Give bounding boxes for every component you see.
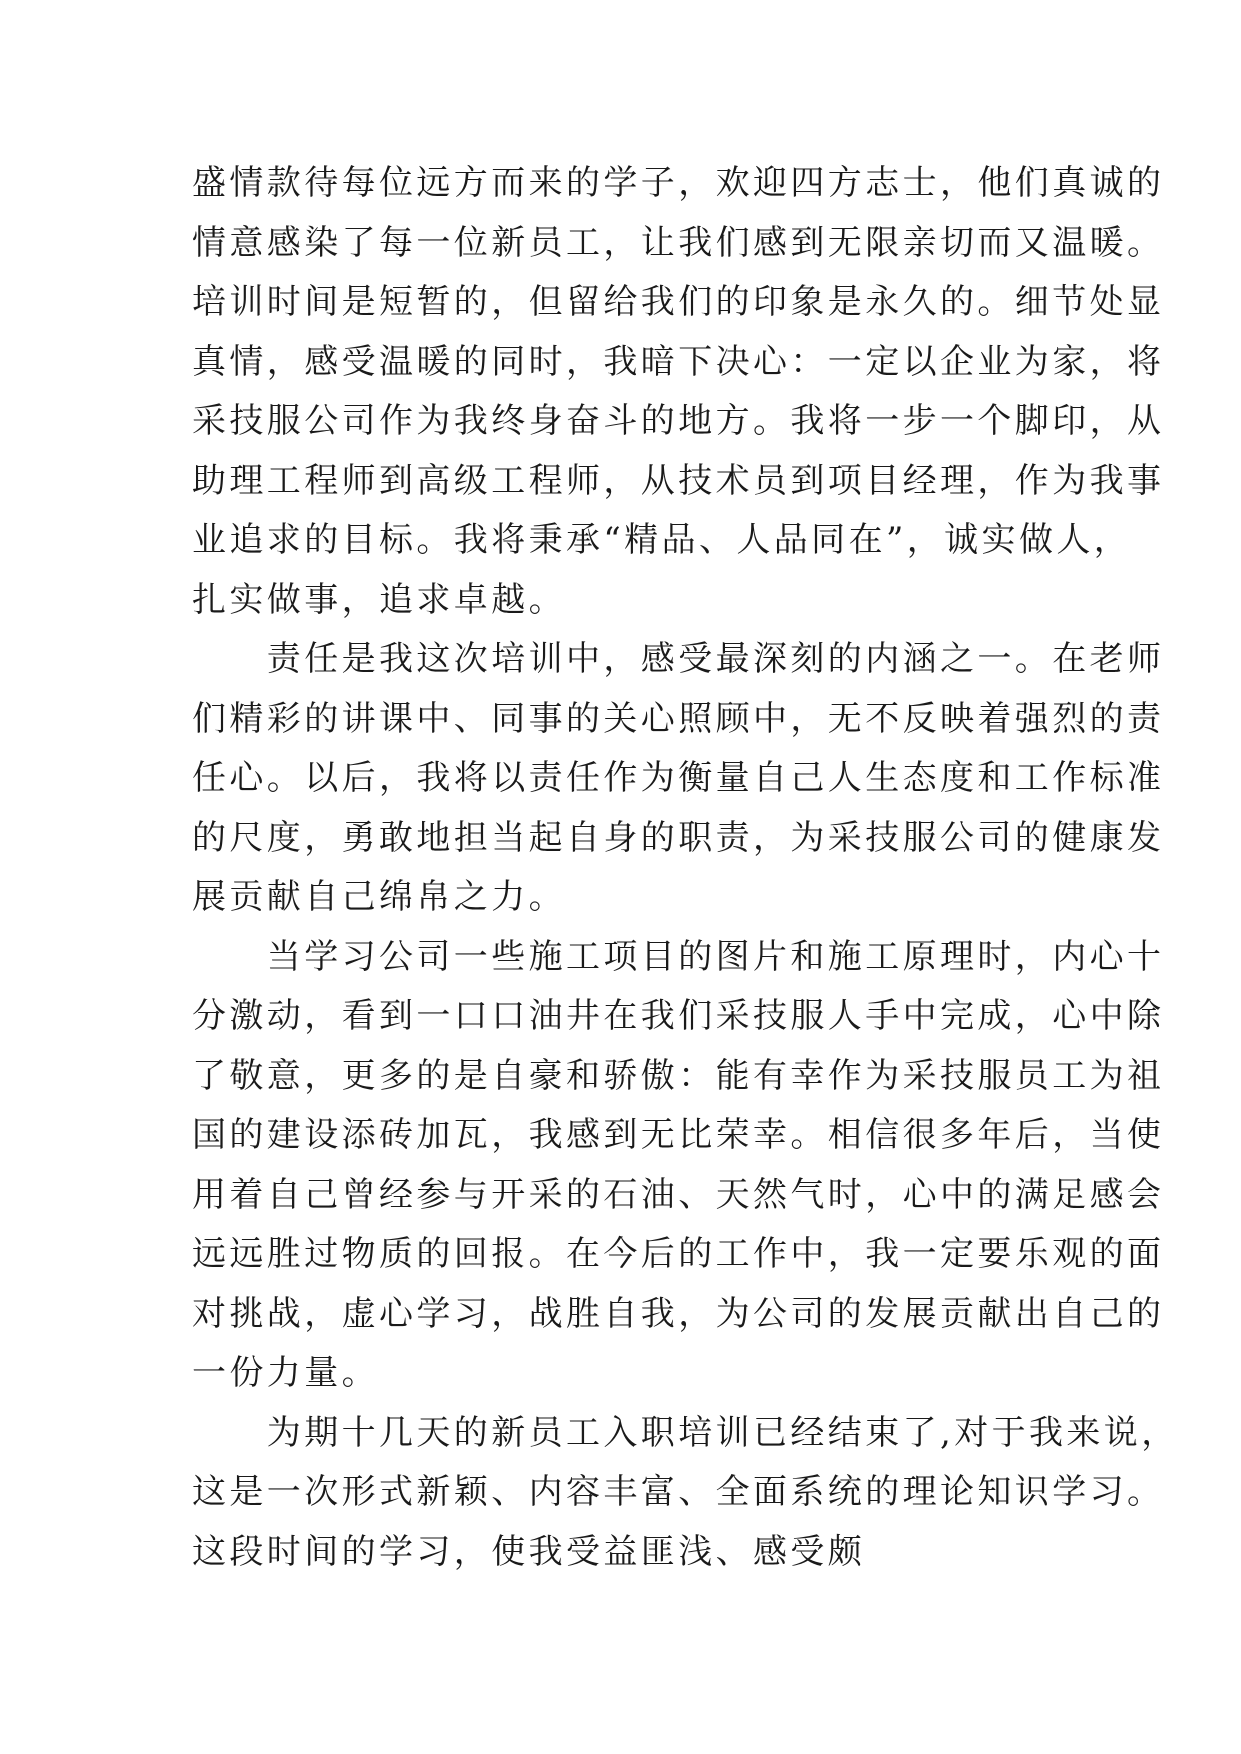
text-line: 对挑战，虚心学习，战胜自我，为公司的发展贡献出自己的: [192, 1293, 1165, 1334]
text-line: 采技服公司作为我终身奋斗的地方。我将一步一个脚印，从: [192, 401, 1165, 441]
text-line: 业追求的目标。我将秉承“精品、人品同在”，诚实做人，: [192, 520, 1132, 560]
body-text: [192, 154, 1179, 1582]
text-line: 的尺度，勇敢地担当起自身的职责，为采技服公司的健康发: [192, 817, 1165, 858]
text-line: 任心。以后，我将以责任作为衡量自己人生态度和工作标准: [192, 758, 1165, 798]
text-line: 培训时间是短暂的，但留给我们的印象是永久的。细节处显: [192, 282, 1165, 322]
text-line: 责任是我这次培训中，感受最深刻的内涵之一。在老师: [192, 639, 1165, 679]
text-line: 真情，感受温暖的同时，我暗下决心：一定以企业为家，将: [192, 341, 1165, 382]
text-line: 远远胜过物质的回报。在今后的工作中，我一定要乐观的面: [192, 1234, 1165, 1274]
text-line: 们精彩的讲课中、同事的关心照顾中，无不反映着强烈的责: [192, 698, 1165, 739]
text-line: 一份力量。: [192, 1353, 379, 1393]
text-line: 助理工程师到高级工程师，从技术员到项目经理，作为我事: [192, 460, 1165, 501]
text-line: 盛情款待每位远方而来的学子，欢迎四方志士，他们真诚的: [192, 163, 1165, 203]
text-line: 情意感染了每一位新员工，让我们感到无限亲切而又温暖。: [192, 222, 1165, 263]
text-line: 这是一次形式新颖、内容丰富、全面系统的理论知识学习。: [192, 1472, 1165, 1512]
text-line: 用着自己曾经参与开采的石油、天然气时，心中的满足感会: [192, 1174, 1165, 1215]
text-line: 了敬意，更多的是自豪和骄傲：能有幸作为采技服员工为祖: [192, 1055, 1165, 1096]
text-line: 当学习公司一些施工项目的图片和施工原理时，内心十: [192, 936, 1165, 977]
text-line: 扎实做事，追求卓越。: [192, 579, 566, 620]
text-line: 这段时间的学习，使我受益匪浅、感受颇: [192, 1531, 866, 1572]
text-line: 为期十几天的新员工入职培训已经结束了,对于我来说，: [192, 1412, 1179, 1453]
text-line: 分激动，看到一口口油井在我们采技服人手中完成，心中除: [192, 996, 1165, 1036]
text-line: 展贡献自己绵帛之力。: [192, 877, 566, 917]
text-line: 国的建设添砖加瓦，我感到无比荣幸。相信很多年后，当使: [192, 1115, 1165, 1155]
